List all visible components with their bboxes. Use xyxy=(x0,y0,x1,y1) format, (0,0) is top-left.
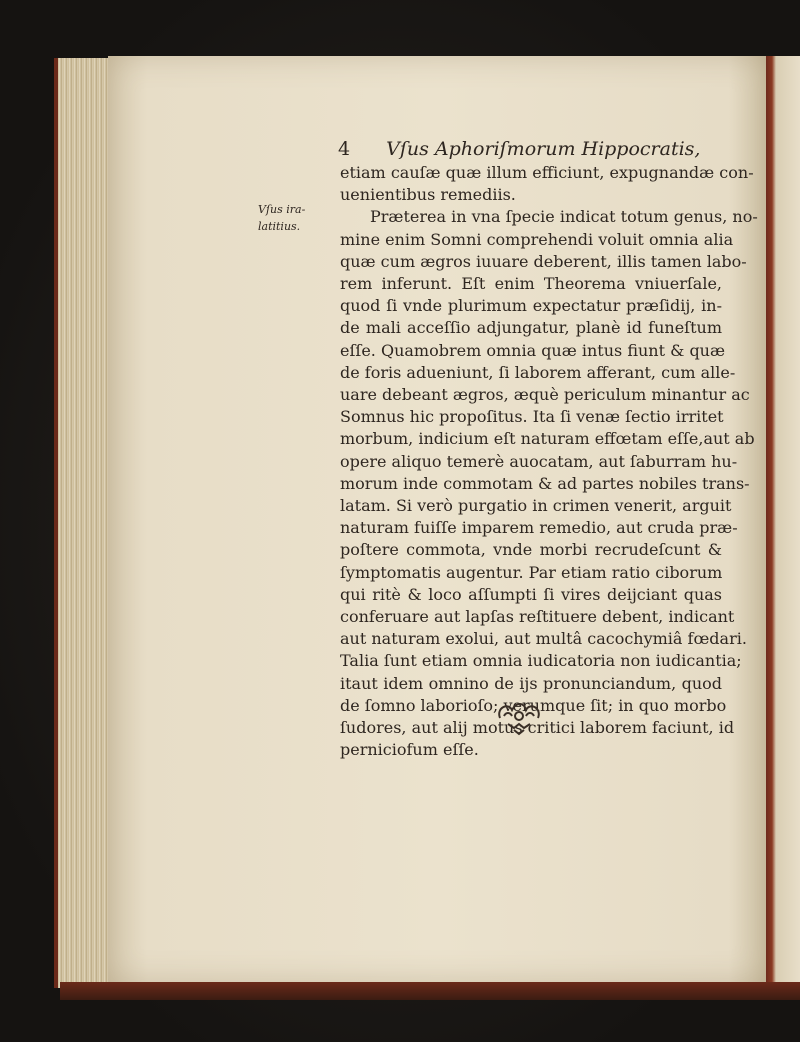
printers-ornament-icon xyxy=(494,698,544,736)
text-line: itaut idem omnino de ijs pronunciandum, quod xyxy=(340,673,722,693)
running-head xyxy=(338,138,718,160)
text-line: eſſe. Quamobrem omnia quæ intus fiunt & quæ xyxy=(340,340,726,360)
text-line: conferuare aut lapſas reſtituere debent, indicant xyxy=(340,607,735,627)
binding-bottom xyxy=(60,982,800,1000)
page-stack-right xyxy=(766,56,800,986)
text-line: Somnus hic propoſitus. Ita ſi venæ ſectio irritet xyxy=(340,407,724,427)
marginal-note-line: latitius. xyxy=(258,220,301,233)
text-line: ſudores, aut alij motus critici laborem faciunt, id xyxy=(340,718,735,738)
page-stack-left xyxy=(54,58,116,988)
text-line: ſymptomatis augentur. Par etiam ratio ciborum xyxy=(340,562,723,582)
marginal-note-line: Vſus ira- xyxy=(258,203,306,216)
running-head-title: Vſus Aphoriſmorum Hippocratis, xyxy=(386,138,701,160)
text-line: Talia ſunt etiam omnia iudicatoria non iudicantia; xyxy=(340,651,742,671)
text-line: quæ cum ægros iuuare deberent, illis tamen labo- xyxy=(340,251,747,271)
text-line: perniciofum eſſe. xyxy=(340,740,479,760)
text-line: aut naturam exolui, aut multâ cacochymiâ fœdari. xyxy=(340,629,747,649)
page-number: 4 xyxy=(338,138,351,160)
text-line: morum inde commotam & ad partes nobiles trans- xyxy=(340,473,750,493)
text-line: quod ſi vnde plurimum expectatur præſidij, in- xyxy=(340,296,722,316)
text-line: qui ritè & loco aſſumpti ſi vires deijciant quas xyxy=(340,584,722,604)
text-line: de foris adueniunt, ſi laborem afferant, cum alle- xyxy=(340,362,736,382)
text-line: de ſomno laborioſo; verumque ſit; in quo morbo xyxy=(340,695,727,715)
text-line: naturam fuiſſe imparem remedio, aut cruda præ- xyxy=(340,518,738,538)
text-line: rem inferunt. Eſt enim Theorema vniuerſale, xyxy=(340,274,722,294)
text-line: morbum, indicium eſt naturam effœtam eſſe,aut ab xyxy=(340,429,755,449)
text-line: poſtere commota, vnde morbi recrudeſcunt & xyxy=(340,540,722,560)
text-line: de mali acceſſio adjungatur, planè id funeſtum xyxy=(340,318,722,338)
text-line: uenientibus remediis. xyxy=(340,185,516,205)
text-line: Præterea in vna ſpecie indicat totum genus, no- xyxy=(370,207,758,227)
text-line: opere aliquo temerè auocatam, aut ſaburram hu- xyxy=(340,451,738,471)
text-line: uare debeant ægros, æquè periculum minantur ac xyxy=(340,385,750,405)
text-line: etiam cauſæ quæ illum efficiunt, expugnandæ con- xyxy=(340,163,754,182)
marginal-note xyxy=(258,201,330,235)
text-line: mine enim Somni comprehendi voluit omnia alia xyxy=(340,229,734,249)
body-text xyxy=(340,162,758,761)
text-line: latam. Si verò purgatio in crimen venerit, arguit xyxy=(340,496,732,516)
